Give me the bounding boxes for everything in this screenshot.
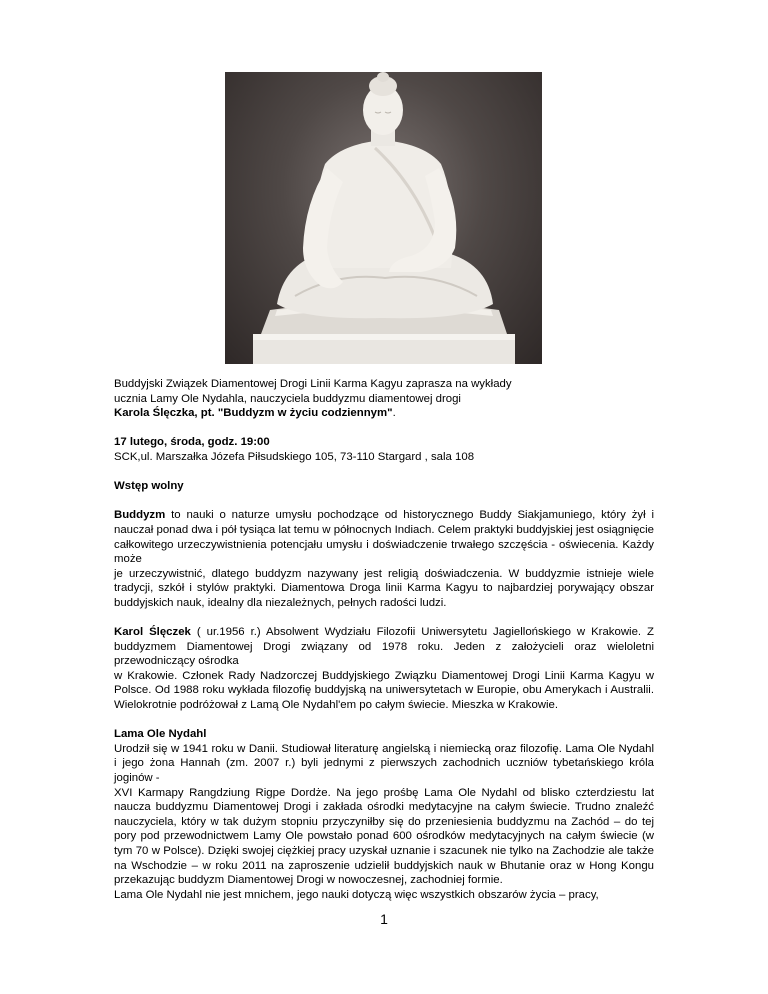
karol-name: Karol Ślęczek (114, 626, 191, 639)
buddha-statue-illustration (225, 72, 542, 364)
lecture-title: Karola Ślęczka, pt. "Buddyzm w życiu codziennym" (114, 407, 393, 420)
invite-line-1: Buddyjski Związek Diamentowej Drogi Linii Karma Kagyu zaprasza na wykłady (114, 378, 512, 390)
invite-line-2: ucznia Lamy Ole Nydahla, nauczyciela buddyzmu diamentowej drogi (114, 392, 461, 405)
karol-text-1: ( ur.1956 r.) Absolwent Wydziału Filozofii Uniwersytetu Jagiellońskiego w Krakowie. Z buddyzmem Diamentowej Drogi związany od 1978 roku. Jeden z założycieli oraz wieloletni przewodniczący ośrodka (114, 626, 655, 668)
event-venue: SCK,ul. Marszałka Józefa Piłsudskiego 105, 73-110 Stargard , sala 108 (114, 450, 475, 463)
document-body (114, 377, 654, 902)
ole-paragraph-1: Urodził się w 1941 roku w Danii. Studiował literaturę angielską i niemiecką oraz filozofię. Lama Ole Nydahl i jego żona Hannah (zm. 2007 r.) byli jednymi z pierwszych zachodnich uczniów tybetańskiego króla joginów - (114, 742, 654, 785)
karol-paragraph-1 (114, 625, 654, 669)
ole-paragraph-3: Lama Ole Nydahl nie jest mnichem, jego nauki dotyczą więc wszystkich obszarów życia – pracy, (114, 888, 599, 901)
buddhism-term: Buddyzm (114, 509, 166, 522)
free-entry-label: Wstęp wolny (114, 480, 184, 493)
buddhism-paragraph-1 (114, 508, 654, 566)
page-number: 1 (380, 911, 388, 927)
buddha-statue-photo (225, 72, 542, 364)
invite-line-3 (114, 406, 654, 421)
event-datetime: 17 lutego, środa, godz. 19:00 (114, 436, 270, 449)
buddhism-paragraph-2: je urzeczywistnić, dlatego buddyzm nazywany jest religią doświadczenia. W buddyzmie istnieje wiele tradycji, szkół i stylów praktyki. Diamentowa Droga linii Karma Kagyu to najbardziej porywający obszar buddyjskich nauk, idealny dla niezależnych, pełnych radości ludzi. (114, 567, 654, 609)
ole-paragraph-2: XVI Karmapy Rangdziung Rigpe Dordże. Na jego prośbę Lama Ole Nydahl od blisko czterdziestu lat naucza buddyzmu Diamentowej Drogi i zakłada ośrodki medytacyjne na całym świecie. Trudno znaleźć nauczyciela, który w tak dużym stopniu przyczyniłby się do przeniesienia buddyzmu na Zachód – do tej pory pod przewodnictwem Lamy Ole powstało ponad 600 ośrodków medytacyjnych na całym świecie (w tym 70 w Polsce). Dzięki swojej ciężkiej pracy uzyskał uznanie i szacunek nie tylko na Zachodzie ale także na Wschodzie – w roku 2011 na zaproszenie udzielił buddyjskich nauk w Bhutanie oraz w Hong Kongu przekazując buddyzm Diamentowej Drogi w nowoczesnej, zachodniej formie. (114, 786, 654, 887)
lecture-title-period: . (392, 407, 396, 420)
buddhism-text-1: to nauki o naturze umysłu pochodzące od historycznego Buddy Siakjamuniego, który żył i nauczał ponad dwa i pół tysiąca lat temu w północnych Indiach. Celem praktyki buddyjskiej jest osiągnięcie całkowitego urzeczywistnienia potencjału umysłu i doświadczenie trwałego szczęścia - oświecenia. Każdy może (114, 509, 654, 566)
ole-heading: Lama Ole Nydahl (114, 728, 207, 741)
karol-paragraph-2: w Krakowie. Członek Rady Nadzorczej Buddyjskiego Związku Diamentowej Drogi Linii Karma Kagyu w Polsce. Od 1988 roku wykłada filozofię buddyjską na uniwersytetach w Europie, obu Amerykach i Australii. Wielokrotnie podróżował z Lamą Ole Nydahl'em po całym świecie. Mieszka w Krakowie. (114, 669, 654, 712)
